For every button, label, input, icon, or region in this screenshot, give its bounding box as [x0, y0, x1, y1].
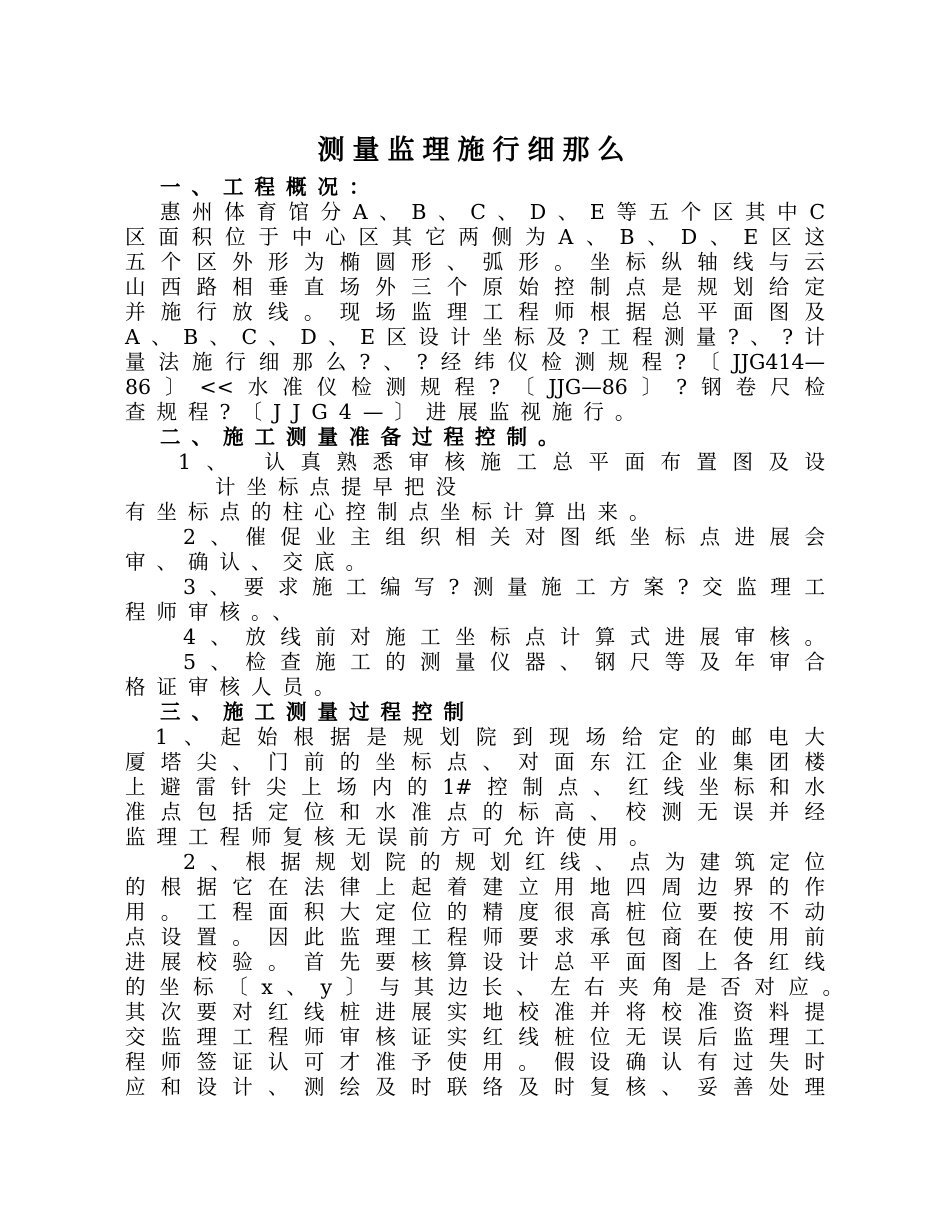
list-item-4: 4、放线前对施工坐标点计算式进展审核。 [183, 625, 825, 649]
paragraph-line: 的根据它在法律上起着建立用地四周边界的作 [125, 875, 825, 899]
paragraph-line: 审、确认、交底。 [125, 550, 377, 574]
paragraph-line: 区面积位于中心区其它两侧为A、B、D、E区这 [125, 225, 825, 249]
paragraph-line: 山西路相垂直场外三个原始控制点是规划给定 [125, 275, 825, 299]
list-item-2: 2、催促业主组织相关对图纸坐标点进展会 [183, 525, 825, 549]
list-item-3: 3、要求施工编写?测量施工方案?交监理工 [183, 575, 825, 599]
section-heading-2: 二、施工测量准备过程控制。 [160, 425, 570, 449]
paragraph-line: 进展校验。首先要核算设计总平面图上各红线 [125, 950, 825, 974]
document-title: 测量监理施行细那么 [317, 135, 633, 166]
paragraph-line: 其次要对红线桩进展实地校准并将校准资料提 [125, 1000, 825, 1024]
list-item-1: 1、 认真熟悉审核施工总平面布置图及设 [178, 450, 825, 474]
paragraph-line: 用。工程面积大定位的精度很高桩位要按不动 [125, 900, 825, 924]
paragraph-line: 五个区外形为椭圆形、弧形。坐标纵轴线与云 [125, 250, 825, 274]
paragraph-line: 查规程?〔JJG4—〕进展监视施行。 [125, 400, 647, 424]
section-heading-1: 一、工程概况： [160, 175, 381, 199]
paragraph-line: 有坐标点的柱心控制点坐标计算出来。 [125, 500, 661, 524]
list-item-1-continued: 计坐标点提早把没 [215, 475, 467, 499]
paragraph-line: 程师审核。、 [125, 600, 304, 624]
section-heading-3: 三、施工测量过程控制 [160, 700, 475, 724]
paragraph-line: 准点包括定位和水准点的标高、校测无误并经 [125, 800, 825, 824]
paragraph-line: 上避雷针尖上场内的1#控制点、红线坐标和水 [125, 775, 825, 799]
paragraph-line: 交监理工程师审核证实红线桩位无误后监理工 [125, 1025, 825, 1049]
list-item-2: 2、根据规划院的规划红线、点为建筑定位 [183, 850, 825, 874]
list-item-5: 5、检查施工的测量仪器、钢尺等及年审合 [183, 650, 825, 674]
paragraph-line: 的坐标〔x、y〕与其边长、左右夹角是否对应。 [125, 975, 843, 999]
paragraph-line: 并施行放线。现场监理工程师根据总平面图及 [125, 300, 825, 324]
paragraph-line: 监理工程师复核无误前方可允许使用。 [125, 825, 661, 849]
paragraph-line: 惠州体育馆分A、B、C、D、E等五个区其中C [160, 200, 825, 224]
paragraph-line: 厦塔尖、门前的坐标点、对面东江企业集团楼 [125, 750, 825, 774]
paragraph-line: 量法施行细那么?、?经纬仪检测规程?〔JJG414— [125, 350, 825, 374]
paragraph-line: 86〕<<水准仪检测规程?〔JJG—86〕?钢卷尺检 [125, 375, 825, 399]
paragraph-line: 点设置。因此监理工程师要求承包商在使用前 [125, 925, 825, 949]
paragraph-line: 程师签证认可才准予使用。假设确认有过失时 [125, 1050, 825, 1074]
list-item-1: 1、起始根据是规划院到现场给定的邮电大 [155, 725, 825, 749]
paragraph-line: 应和设计、测绘及时联络及时复核、妥善处理 [125, 1075, 825, 1099]
paragraph-line: A、B、C、D、E区设计坐标及?工程测量?、?计 [125, 325, 825, 349]
paragraph-line: 格证审核人员。 [125, 675, 346, 699]
